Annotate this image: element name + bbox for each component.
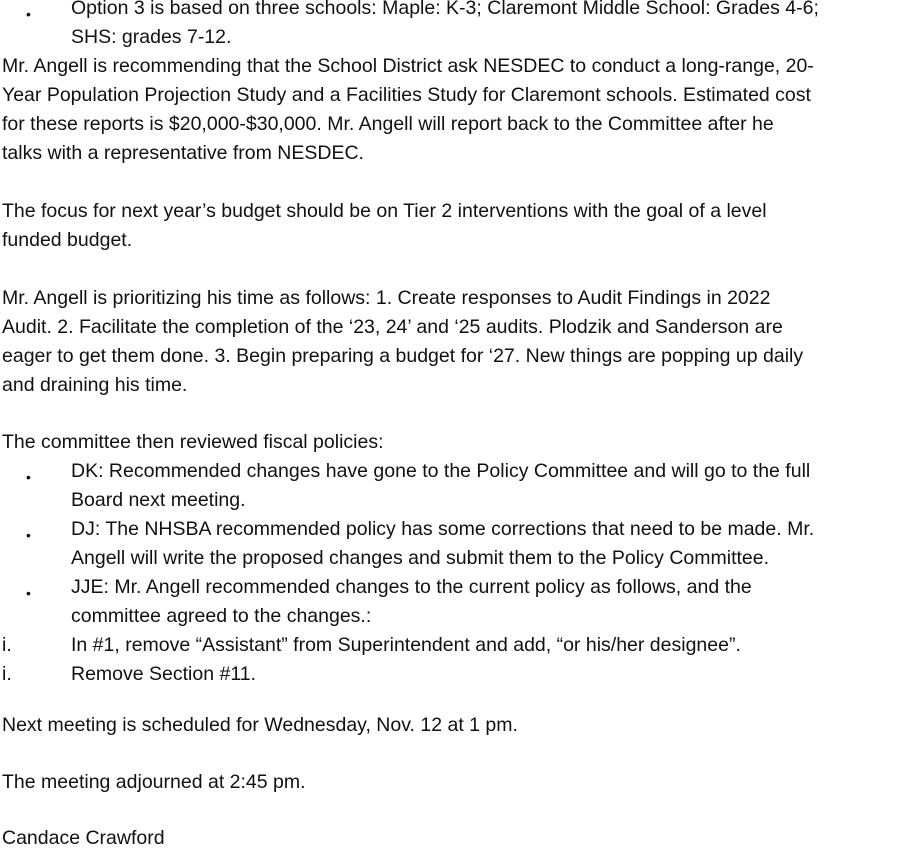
option3-line-1: Option 3 is based on three schools: Maple: K-3; Claremont Middle School: Grades 4-6;	[71, 0, 819, 19]
policy-jje-line-2: committee agreed to the changes.:	[71, 605, 372, 627]
para2-line-2: funded budget.	[2, 229, 133, 251]
para1-line-2: Year Population Projection Study and a Facilities Study for Claremont schools. Estimated cost	[2, 84, 811, 106]
option3-line-2: SHS: grades 7-12.	[71, 26, 232, 48]
bullet-marker: •	[26, 6, 31, 22]
para1-line-3: for these reports is $20,000-$30,000. Mr. Angell will report back to the Committee after he	[2, 113, 774, 135]
next-meeting: Next meeting is scheduled for Wednesday, Nov. 12 at 1 pm.	[2, 714, 518, 736]
policy-dj-line-1: DJ: The NHSBA recommended policy has some corrections that need to be made. Mr.	[71, 518, 815, 540]
para3-line-3: eager to get them done. 3. Begin preparing a budget for ‘27. New things are popping up daily	[2, 345, 804, 367]
bullet-marker: •	[26, 527, 31, 543]
policy-dk-line-1: DK: Recommended changes have gone to the Policy Committee and will go to the full	[71, 460, 811, 482]
sub-item-text: In #1, remove “Assistant” from Superintendent and add, “or his/her designee”.	[71, 634, 741, 656]
para2-line-1: The focus for next year’s budget should be on Tier 2 interventions with the goal of a level	[2, 200, 767, 222]
sub-item-marker: i.	[2, 663, 12, 685]
sub-item-text: Remove Section #11.	[71, 663, 256, 685]
para3-line-1: Mr. Angell is prioritizing his time as follows: 1. Create responses to Audit Findings in 2022	[2, 287, 771, 309]
signature-name: Candace Crawford	[2, 827, 165, 849]
para1-line-4: talks with a representative from NESDEC.	[2, 142, 364, 164]
policies-intro: The committee then reviewed fiscal policies:	[2, 431, 384, 453]
adjourned-line: The meeting adjourned at 2:45 pm.	[2, 771, 306, 793]
para1-line-1: Mr. Angell is recommending that the School District ask NESDEC to conduct a long-range, 20-	[2, 55, 814, 77]
sub-item-marker: i.	[2, 634, 12, 656]
policy-dj-line-2: Angell will write the proposed changes and submit them to the Policy Committee.	[71, 547, 770, 569]
policy-dk-line-2: Board next meeting.	[71, 489, 246, 511]
bullet-marker: •	[26, 585, 31, 601]
para3-line-4: and draining his time.	[2, 374, 188, 396]
policy-jje-line-1: JJE: Mr. Angell recommended changes to the current policy as follows, and the	[71, 576, 752, 598]
para3-line-2: Audit. 2. Facilitate the completion of the ‘23, 24’ and ‘25 audits. Plodzik and Sanderson are	[2, 316, 783, 338]
bullet-marker: •	[26, 469, 31, 485]
